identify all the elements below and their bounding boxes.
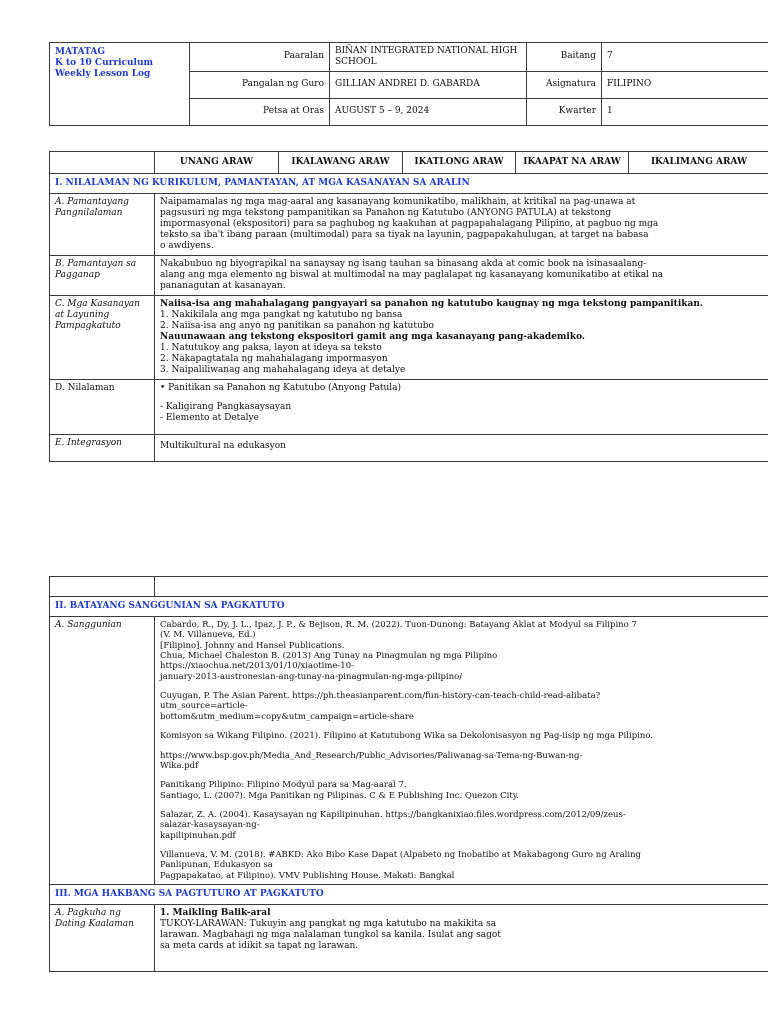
baitang-value: 7: [602, 43, 768, 72]
nilalaman-text: [155, 379, 768, 434]
text-line: salazar-kasaysayan-ng-: [160, 820, 260, 831]
spacer: [160, 393, 764, 402]
text-line: Cuyugan, P. The Asian Parent. https://ph.theasianparent.com/fun-history-can-teach-child-read-alibata?: [160, 691, 601, 702]
text-line: impormasyonal (ekspositori) para sa paghubog ng kaakuhan at pagpapahalagang Pilipino, at pagbuo ng mga: [160, 218, 659, 229]
text-line: pananagutan at kasanayan.: [160, 280, 286, 291]
text-line: bottom&utm_medium=copy&utm_campaign=article-share: [160, 711, 414, 722]
petsa-value: AUGUST 5 – 9, 2024: [330, 98, 527, 125]
text-line: Cabardo, R., Dy, J. L., Ipaz, J. P., & Bejison, R. M. (2022). Tuon-Dunong: Batayang Aklat at Modyul sa Filipino 7: [160, 619, 637, 630]
text-line: pagsusuri ng mga tekstong pampanitikan sa Panahon ng Katutubo (ANYONG PATULA) at tekstong: [160, 207, 612, 218]
text-line: https://www.bsp.gov.ph/Media_And_Research/Public_Advisories/Paliwanag-sa-Tema-ng-Buwan-ng-: [160, 750, 583, 761]
text-line: Nakabubuo ng biyograpikal na sanaysay ng isang tauhan sa binasang akda at comic book na isinasaalang-: [160, 258, 647, 269]
logo-line-3: Weekly Lesson Log: [55, 68, 151, 79]
guro-value: GILLIAN ANDREI D. GABARDA: [330, 71, 527, 98]
text-line: january-2013-austronesian-ang-tunay-na-pinagmulan-ng-mga-pilipino/: [160, 671, 463, 682]
list-item: 1. Natutukoy ang paksa, layon at ideya sa teksto: [160, 342, 382, 353]
text-line: o awdiyens.: [160, 240, 214, 251]
kasanayan-heading-2: Nauunawaan ang tekstong ekspositori gamit ang mga kasanayang pang-akademiko.: [160, 331, 586, 342]
reference-entry: [160, 810, 764, 841]
section-2-title: II. BATAYANG SANGGUNIAN SA PAGKATUTO: [50, 597, 768, 617]
day-4-header: IKAAPAT NA ARAW: [516, 152, 629, 174]
text-line: Santiago, L. (2007). Mga Panitikan ng Pilipinas. C & E Publishing Inc. Quezon City.: [160, 790, 520, 801]
asignatura-label: Asignatura: [527, 71, 602, 98]
matatag-logo: [50, 43, 190, 126]
list-item: - Kaligirang Pangkasaysayan: [160, 402, 292, 413]
text-line: Chua, Michael Chaleston B. (2013) Ang Tunay na Pinagmulan ng mga Pilipino: [160, 651, 498, 662]
day-3-header: IKATLONG ARAW: [403, 152, 516, 174]
spacer: [160, 771, 764, 780]
kwarter-label: Kwarter: [527, 98, 602, 125]
text-line: https://xiaochua.net/2013/01/10/xiaotime-10-: [160, 661, 354, 672]
nilalaman-main: • Panitikan sa Panahon ng Katutubo (Anyong Patula): [160, 382, 402, 393]
list-item: - Elemento at Detalye: [160, 413, 259, 424]
text-line: Panlipunan, Edukasyon sa: [160, 860, 273, 871]
list-item: 1. Nakikilala ang mga pangkat ng katutubo ng bansa: [160, 309, 403, 320]
spacer: [160, 742, 764, 751]
kasanayan-heading-1: Naiisa-isa ang mahahalagang pangyayari sa panahon ng katutubo kaugnay ng mga tekstong pampanitikan.: [160, 298, 703, 309]
logo-line-1: MATATAG: [55, 47, 106, 57]
text-line: (V. M. Villanueva, Ed.): [160, 630, 256, 641]
integrasyon-label: E. Integrasyon: [50, 434, 155, 462]
section-2-3-table: [49, 576, 768, 972]
reference-entry: [160, 691, 764, 722]
baitang-label: Baitang: [527, 43, 602, 72]
reference-entry: [160, 780, 764, 801]
text-line: alang ang mga elemento ng biswal at multimodal na may paglalapat ng kasanayang komunikatibo at etikal na: [160, 269, 663, 280]
balik-aral-heading: 1. Maikling Balik-aral: [160, 908, 271, 919]
spacer: [160, 682, 764, 691]
text-line: teksto sa iba't ibang paraan (multimodal) para sa tiyak na layunin, pagpapakahulugan, at target na babasa: [160, 229, 649, 240]
reference-entry: [160, 850, 764, 881]
integrasyon-text: Multikultural na edukasyon: [155, 434, 768, 462]
list-item: 2. Nakapagtatala ng mahahalagang impormasyon: [160, 353, 388, 364]
text-line: Salazar, Z. A. (2004). Kasaysayan ng Kapilipinuhan. https://bangkanixiao.files.wordpress.com/2012/09/zeus-: [160, 810, 626, 820]
reference-entry: [160, 731, 764, 741]
guro-label: Pangalan ng Guro: [190, 71, 330, 98]
spacer: [160, 841, 764, 850]
kwarter-value: 1: [602, 98, 768, 125]
blank-cell: [155, 577, 768, 597]
text-line: larawan. Magbahagi ng mga nalalaman tungkol sa kanila. Isulat ang sagot: [160, 930, 501, 941]
logo-line-2: K to 10 Curriculum: [55, 57, 154, 68]
sanggunian-list: [155, 616, 768, 884]
text-line: Komisyon sa Wikang Filipino. (2021). Filipino at Katutubong Wika sa Dekolonisasyon ng Pag-iisip ng mga Pilipino.: [160, 731, 653, 742]
text-line: kapilipinuhan.pdf: [160, 830, 236, 841]
blank-cell: [50, 577, 155, 597]
pamantayan-sa-pagganap-text: [155, 255, 768, 295]
paaralan-value: BIÑAN INTEGRATED NATIONAL HIGH SCHOOL: [330, 43, 527, 72]
text-line: Villanueva, V. M. (2018). #ABKD: Ako Bibo Kase Dapat (Alpabeto ng Inobatibo at Makabagong Guro ng Araling: [160, 850, 641, 861]
list-item: 2. Naiisa-isa ang anyo ng panitikan sa panahon ng katutubo: [160, 320, 434, 331]
list-item: 3. Naipaliliwanag ang mahahalagang ideya at detalye: [160, 364, 406, 375]
spacer: [160, 722, 764, 731]
pamantayang-pangnilalaman-label: A. Pamantayang Pangnilalaman: [50, 193, 155, 255]
text-line: sa meta cards at idikit sa tapat ng larawan.: [160, 941, 359, 952]
sanggunian-label: A. Sanggunian: [50, 616, 155, 884]
header-table: [49, 42, 768, 126]
day-1-header: UNANG ARAW: [155, 152, 279, 174]
petsa-label: Petsa at Oras: [190, 98, 330, 125]
section-1-table: [49, 151, 768, 462]
days-corner: [50, 152, 155, 174]
text-line: Panitikang Pilipino: Filipino Modyul para sa Mag-aaral 7.: [160, 780, 407, 791]
day-2-header: IKALAWANG ARAW: [279, 152, 403, 174]
kasanayan-label: C. Mga Kasanayan at Layuning Pampagkatuto: [50, 295, 155, 379]
pamantayang-pangnilalaman-text: [155, 193, 768, 255]
pagkuha-label: A. Pagkuha ng Dating Kaalaman: [50, 905, 155, 972]
section-3-title: III. MGA HAKBANG SA PAGTUTURO AT PAGKATUTO: [50, 885, 768, 905]
text-line: Naipamamalas ng mga mag-aaral ang kasanayang komunikatibo, malikhain, at kritikal na pag-unawa at: [160, 196, 636, 207]
paaralan-label: Paaralan: [190, 43, 330, 72]
text-line: Wika.pdf: [160, 760, 199, 771]
pamantayan-sa-pagganap-label: B. Pamantayan sa Pagganap: [50, 255, 155, 295]
text-line: [Filipino]. Johnny and Hansel Publications.: [160, 640, 345, 651]
spacer: [160, 801, 764, 810]
reference-entry: [160, 751, 764, 772]
nilalaman-label: D. Nilalaman: [50, 379, 155, 434]
text-line: Pagpapakatao, at Filipino). VMV Publishing House. Makati: Bangkal: [160, 870, 455, 881]
pagkuha-text: [155, 905, 768, 972]
kasanayan-text: [155, 295, 768, 379]
section-1-title: I. NILALAMAN NG KURIKULUM, PAMANTAYAN, AT MGA KASANAYAN SA ARALIN: [50, 174, 768, 194]
text-line: TUKOY-LARAWAN: Tukuyin ang pangkat ng mga katutubo na makikita sa: [160, 919, 497, 930]
asignatura-value: FILIPINO: [602, 71, 768, 98]
reference-entry: [160, 620, 764, 682]
text-line: utm_source=article-: [160, 701, 248, 712]
day-5-header: IKALIMANG ARAW: [629, 152, 768, 174]
